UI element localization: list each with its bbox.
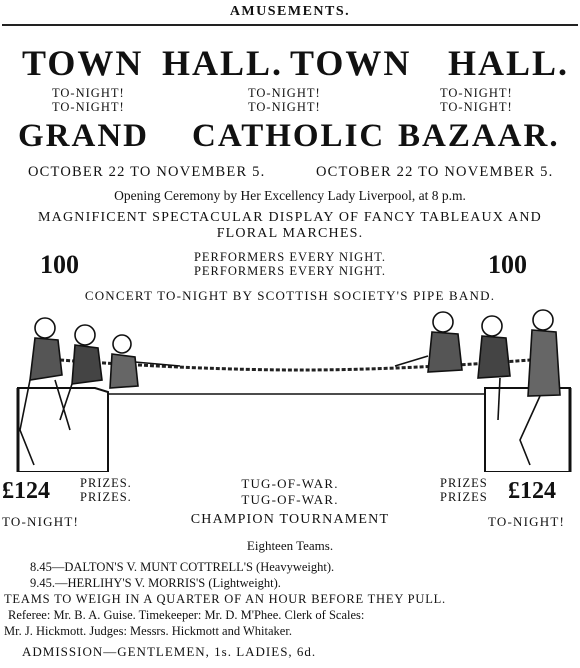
tug-of-war-2: TUG-OF-WAR. (241, 492, 339, 507)
prizes-right-2: PRIZES (440, 490, 488, 504)
event-word-bazaar: BAZAAR. (398, 118, 560, 154)
event-word-catholic: CATHOLIC (192, 118, 386, 154)
display-line-1: MAGNIFICENT SPECTACULAR DISPLAY OF FANCY TABLEAUX AND (38, 210, 542, 225)
prizes-left-2: PRIZES. (80, 490, 132, 504)
venue-word-1: TOWN (22, 43, 144, 83)
tonight-center-2: TO-NIGHT! (248, 100, 321, 114)
tournament-line: CHAMPION TOURNAMENT (190, 512, 390, 527)
display-line-2: FLORAL MARCHES. (216, 226, 364, 241)
tonight-footer-right: TO-NIGHT! (488, 514, 565, 529)
match-2: 9.45.—HERLIHY'S V. MORRIS'S (Lightweight). (30, 576, 281, 590)
prizes-left-1: PRIZES. (80, 476, 132, 490)
prize-amount-left: £124 (2, 478, 50, 504)
dates-left: OCTOBER 22 TO NOVEMBER 5. (28, 164, 266, 180)
match-1: 8.45—DALTON'S V. MUNT COTTRELL'S (Heavyweight). (30, 560, 335, 574)
tonight-left-2: TO-NIGHT! (52, 100, 125, 114)
performers-count-left: 100 (40, 250, 79, 279)
performers-line-2: PERFORMERS EVERY NIGHT. (193, 264, 387, 278)
tug-of-war-illustration (0, 300, 580, 472)
officials-line-2: Mr. J. Hickmott. Judges: Messrs. Hickmott and Whitaker. (4, 624, 292, 638)
weigh-in-line: TEAMS TO WEIGH IN A QUARTER OF AN HOUR BEFORE THEY PULL. (4, 592, 446, 606)
prizes-right-1: PRIZES (440, 476, 488, 490)
event-word-grand: GRAND (18, 118, 149, 154)
section-heading: AMUSEMENTS. (229, 4, 351, 19)
tug-of-war-1: TUG-OF-WAR. (241, 476, 339, 491)
dates-right: OCTOBER 22 TO NOVEMBER 5. (316, 164, 554, 180)
admission-line: ADMISSION—GENTLEMEN, 1s. LADIES, 6d. (22, 644, 317, 659)
performers-count-right: 100 (488, 250, 527, 279)
opening-ceremony: Opening Ceremony by Her Excellency Lady Liverpool, at 8 p.m. (114, 188, 466, 203)
teams-line: Eighteen Teams. (246, 538, 334, 553)
venue-word-3: TOWN (290, 43, 412, 83)
top-rule (2, 24, 578, 26)
tonight-footer-left: TO-NIGHT! (2, 514, 79, 529)
tonight-right-1: TO-NIGHT! (440, 86, 513, 100)
tonight-center-1: TO-NIGHT! (248, 86, 321, 100)
tonight-left-1: TO-NIGHT! (52, 86, 125, 100)
venue-word-4: HALL. (448, 43, 570, 83)
tonight-right-2: TO-NIGHT! (440, 100, 513, 114)
performers-line-1: PERFORMERS EVERY NIGHT. (193, 250, 387, 264)
prize-amount-right: £124 (508, 478, 556, 504)
officials-line-1: Referee: Mr. B. A. Guise. Timekeeper: Mr. D. M'Phee. Clerk of Scales: (8, 608, 365, 622)
concert-line: CONCERT TO-NIGHT BY SCOTTISH SOCIETY'S PIPE BAND. (84, 288, 496, 303)
venue-word-2: HALL. (162, 43, 284, 83)
